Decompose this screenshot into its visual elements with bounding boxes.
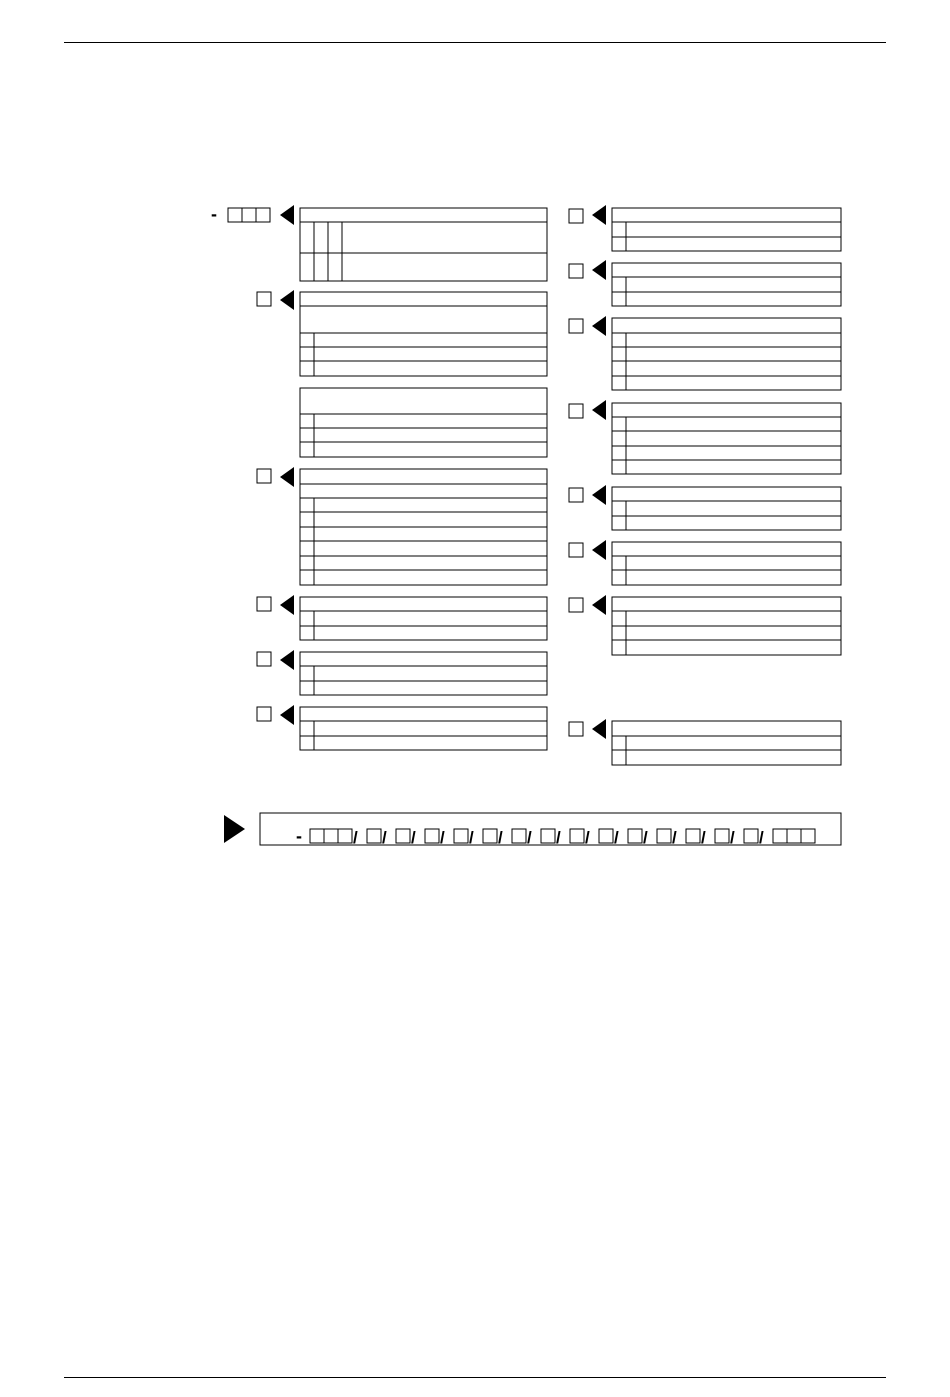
group-4-table [300,652,547,695]
prefix-code-box-1[interactable] [228,208,242,222]
group-2-table [300,469,547,585]
order-code-option-box-5[interactable] [483,829,497,843]
group-2-pointer-icon [280,467,294,487]
right-group-1-table [612,208,841,251]
order-code-separator-2: / [382,828,387,847]
order-code-row [296,826,815,847]
right-group-4-checkbox[interactable] [569,404,583,418]
order-code-trail-box-3[interactable] [801,829,815,843]
right-group-3-table [612,318,841,390]
order-code-separator-12: / [672,828,677,847]
prefix-pointer-icon [280,205,294,225]
right-group-3-checkbox[interactable] [569,319,583,333]
group-5-table [300,707,547,750]
right-group-2-pointer-icon [592,260,606,280]
order-code-separator-15: / [759,828,764,847]
order-code-option-box-14[interactable] [744,829,758,843]
prefix-dash: - [211,204,217,224]
group-4-checkbox[interactable] [257,652,271,666]
right-group-4-pointer-icon [592,400,606,420]
order-code-separator-7: / [527,828,532,847]
order-code-option-box-13[interactable] [715,829,729,843]
order-code-separator-4: / [440,828,445,847]
order-code-option-box-2[interactable] [396,829,410,843]
order-code-lead-box-1[interactable] [310,829,324,843]
order-code-option-box-4[interactable] [454,829,468,843]
order-code-separator-13: / [701,828,706,847]
group-4-pointer-icon [280,650,294,670]
right-group-7-pointer-icon [592,595,606,615]
right-group-2-checkbox[interactable] [569,264,583,278]
order-code-trail-box-2[interactable] [787,829,801,843]
order-code-option-box-11[interactable] [657,829,671,843]
group-1-pointer-icon [280,290,294,310]
group-3-checkbox[interactable] [257,597,271,611]
right-group-2-table [612,263,841,306]
order-code-option-box-9[interactable] [599,829,613,843]
order-code-lead-box-3[interactable] [338,829,352,843]
group-1-table [300,292,547,376]
order-code-option-box-8[interactable] [570,829,584,843]
order-code-separator-6: / [498,828,503,847]
order-code-separator-8: / [556,828,561,847]
order-code-separator-3: / [411,828,416,847]
right-group-8-table [612,721,841,765]
group-3-pointer-icon [280,595,294,615]
order-code-separator-11: / [643,828,648,847]
group-2-checkbox[interactable] [257,469,271,483]
order-code-separator-9: / [585,828,590,847]
order-code-lead-box-2[interactable] [324,829,338,843]
prefix-table [300,208,547,281]
right-group-1-checkbox[interactable] [569,209,583,223]
right-group-5-table [612,487,841,530]
order-code-option-box-6[interactable] [512,829,526,843]
order-code-dash: - [296,826,302,846]
right-group-8-checkbox[interactable] [569,722,583,736]
right-group-5-pointer-icon [592,485,606,505]
order-code-pointer-icon [224,815,245,843]
right-group-7-checkbox[interactable] [569,598,583,612]
order-code-option-box-12[interactable] [686,829,700,843]
order-code-trail-box-1[interactable] [773,829,787,843]
group-3-table [300,597,547,640]
group-1-checkbox[interactable] [257,292,271,306]
right-group-6-table [612,542,841,585]
right-group-6-pointer-icon [592,540,606,560]
group-1b-table [300,388,547,457]
right-group-3-pointer-icon [592,316,606,336]
prefix-code-boxes[interactable] [228,208,270,222]
right-group-4-table [612,403,841,474]
order-code-option-box-10[interactable] [628,829,642,843]
right-group-6-checkbox[interactable] [569,543,583,557]
order-code-option-box-7[interactable] [541,829,555,843]
group-5-pointer-icon [280,705,294,725]
order-code-separator-14: / [730,828,735,847]
right-group-5-checkbox[interactable] [569,488,583,502]
order-code-separator-1: / [353,828,358,847]
right-group-7-table [612,597,841,655]
order-code-separator-5: / [469,828,474,847]
order-code-option-box-1[interactable] [367,829,381,843]
order-code-separator-10: / [614,828,619,847]
order-code-option-box-3[interactable] [425,829,439,843]
prefix-code-box-3[interactable] [256,208,270,222]
right-group-1-pointer-icon [592,205,606,225]
group-5-checkbox[interactable] [257,707,271,721]
prefix-code-box-2[interactable] [242,208,256,222]
right-group-8-pointer-icon [592,719,606,739]
